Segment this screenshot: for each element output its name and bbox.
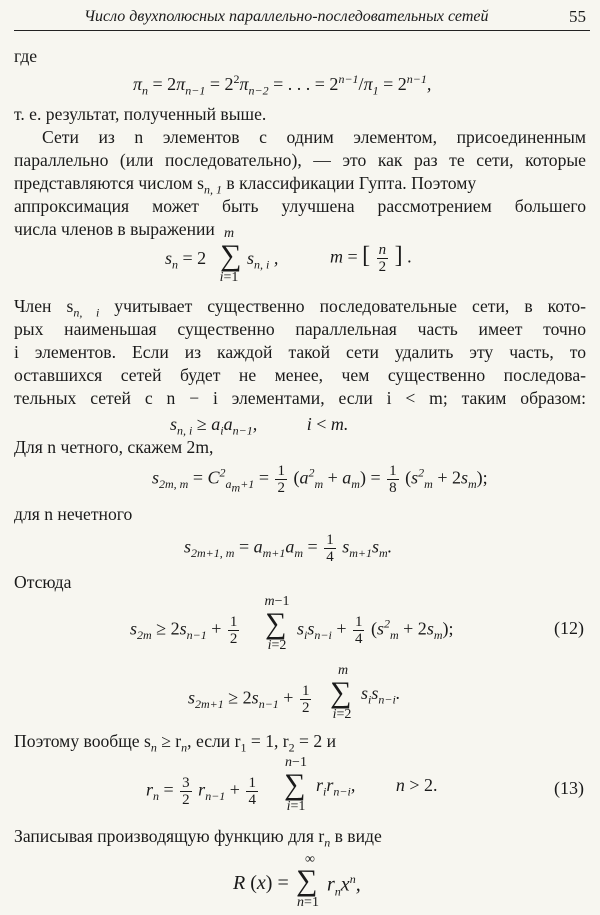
equation-number: (12) — [554, 618, 584, 638]
paragraph-line: Член $s_{n, i}$ учитывает существенно последовательные сети, в кото- — [14, 296, 586, 320]
page-number: 55 — [569, 7, 586, 26]
paragraph-line: аппроксимация может быть улучшена рассмотрением большего — [14, 196, 586, 216]
running-header — [14, 4, 590, 31]
paragraph-line: рых наименьшая существенно параллельная часть имеет точно — [14, 319, 586, 339]
formula-inequality: $s_{n, i} \ge a_ia_{n-1}$, i < m. — [170, 414, 349, 438]
paragraph-line: представляются числом $s_{n, 1}$ в классификации Гупта. Поэтому — [14, 173, 477, 197]
text-even: Для n четного, скажем 2m, — [14, 437, 214, 457]
text-where: где — [14, 46, 38, 66]
equation-number: (13) — [554, 778, 584, 798]
formula-odd-case: $s_{2m+1, m} = a_{m+1}a_m$ = $\frac{1}{4}$ $s_{m+1}s_m$. — [184, 532, 393, 565]
text-result: т. е. результат, полученный выше. — [14, 104, 267, 124]
paragraph-line: оставшихся сетей будет не менее, чем существенно последова- — [14, 365, 586, 385]
text-odd: для n нечетного — [14, 504, 133, 524]
paragraph-line: числа членов в выражении — [14, 219, 215, 239]
formula-even-case: $s_{2m, m} = C^2_{a_m+1}$ = $\frac{1}{2}$ $(a^2_m + a_m)$ = $\frac{1}{8}$ $(s^2_m + 2s_m)$; — [152, 463, 488, 496]
paragraph-line: i элементов. Если из каждой такой сети удалить эту часть, то — [14, 342, 586, 362]
paragraph-line: Сети из n элементов с одним элементом, присоединенным — [42, 127, 586, 147]
formula-pi-recursion: $\pi_n = 2\pi_{n-1} = 2^2\pi_{n-2}$ = . . . = $2^{n-1}/\pi_1 = 2^{n-1}$, — [133, 72, 432, 98]
header-title: Число двухполюсных параллельно-последовательных сетей — [84, 8, 489, 25]
text-thus: Поэтому вообще $s_n \ge r_n$, если $r_1 = 1$, $r_2 = 2$ и — [14, 731, 336, 755]
text-genfunc: Записывая производящую функцию для $r_n$ в виде — [14, 826, 382, 850]
text-hence: Отсюда — [14, 572, 72, 592]
paragraph-line: параллельно (или последовательно), — это как раз те сети, которые — [14, 150, 586, 170]
paragraph-line: тельных сетей с n − i элементами, если i < m; таким образом: — [14, 388, 586, 408]
